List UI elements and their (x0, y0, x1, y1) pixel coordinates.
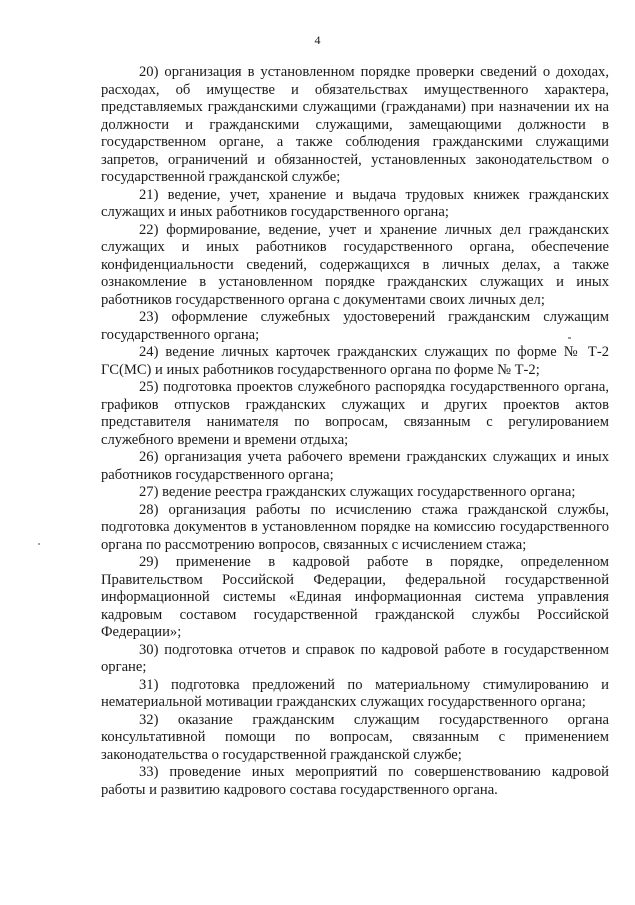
scan-artifact-mark (568, 337, 571, 339)
list-item-21: 21) ведение, учет, хранение и выдача трудовых книжек гражданских служащих и иных работников государственного органа; (101, 186, 609, 220)
list-item-25: 25) подготовка проектов служебного распорядка государственного органа, графиков отпусков гражданских служащих и других проектов актов представителя нанимателя по вопросам, связанным с регулированием служебного времени и времени отдыха; (101, 379, 609, 448)
page-number: 4 (314, 33, 321, 47)
list-item-30: 30) подготовка отчетов и справок по кадровой работе в государственном органе; (101, 641, 609, 675)
list-item-32: 32) оказание гражданским служащим государственного органа консультативной помощи по вопросам, связанным с применением законодательства о государственной гражданской службе; (101, 711, 609, 763)
list-item-29: 29) применение в кадровой работе в порядке, определенном Правительством Российской Федерации, федеральной государственной информационной системы «Единая информационная система управления кадровым составом государственной гражданской службы Российской Федерации»; (101, 554, 609, 640)
list-item-28: 28) организация работы по исчислению стажа гражданской службы, подготовка документов в установленном порядке на комиссию государственного органа по рассмотрению вопросов, связанных с исчислением стажа; (101, 501, 609, 553)
list-item-33: 33) проведение иных мероприятий по совершенствованию кадровой работы и развитию кадрового состава государственного органа. (101, 764, 609, 798)
list-item-24: 24) ведение личных карточек гражданских служащих по форме № Т-2 ГС(МС) и иных работников государственного органа по форме № Т-2; (101, 344, 609, 378)
list-item-22: 22) формирование, ведение, учет и хранение личных дел гражданских служащих и иных работников государственного органа, обеспечение конфиденциальности сведений, содержащихся в личных делах, а также ознакомление в установленном порядке гражданских служащих и иных работников государственного органа с документами своих личных дел; (101, 221, 609, 308)
scan-artifact-dot (38, 543, 40, 545)
list-item-31: 31) подготовка предложений по материальному стимулированию и нематериальной мотивации гражданских служащих государственного органа; (101, 676, 609, 710)
list-item-23: 23) оформление служебных удостоверений гражданским служащим государственного органа; (101, 309, 609, 343)
document-body (101, 64, 609, 799)
list-item-27: 27) ведение реестра гражданских служащих государственного органа; (139, 484, 576, 500)
list-item-20: 20) организация в установленном порядке проверки сведений о доходах, расходах, об имуществе и обязательствах имущественного характера, представляемых гражданскими служащими (гражданами) при назначении их на должности и гражданскими служащими, замещающими должности в государственном органе, а также соблюдения гражданскими служащими запретов, ограничений и обязанностей, установленных законодательством о государственной гражданской службе; (101, 64, 609, 185)
list-item-26: 26) организация учета рабочего времени гражданских служащих и иных работников государственного органа; (101, 449, 609, 483)
